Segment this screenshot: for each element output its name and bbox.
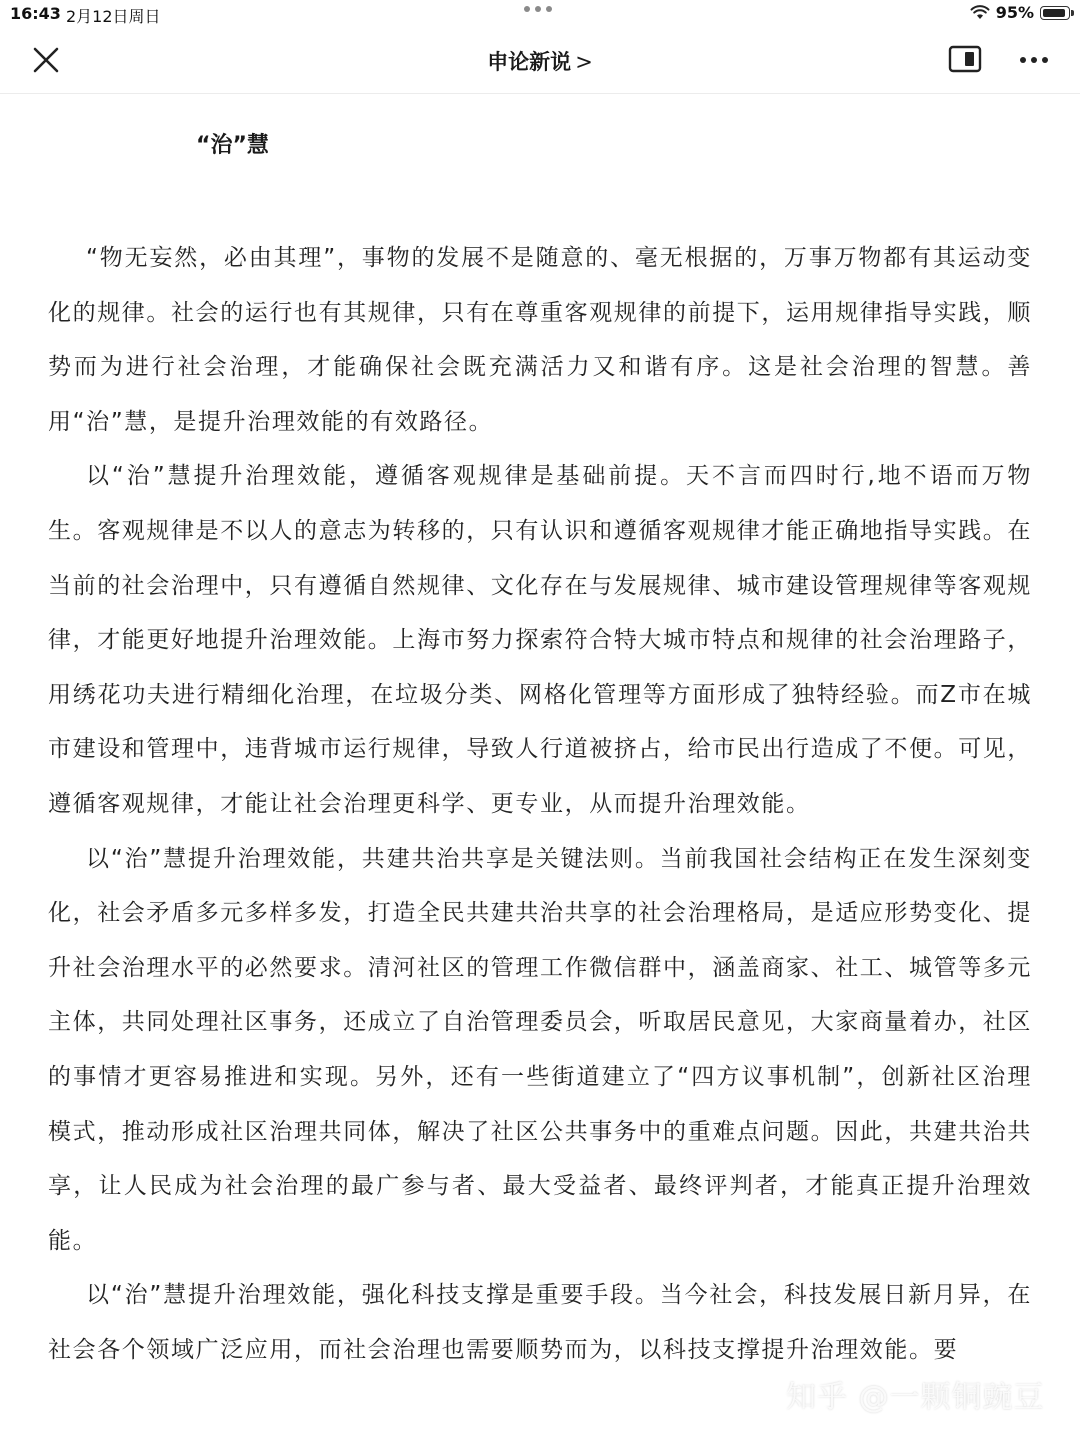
status-bar — [0, 0, 1080, 28]
floating-window-icon — [948, 45, 982, 73]
more-icon — [1020, 57, 1026, 63]
status-date: 2月12日周日 — [66, 7, 161, 26]
paragraph-2: 以“治”慧提升治理效能，遵循客观规律是基础前提。天不言而四时行,地不语而万物生。客观规律是不以人的意志为转移的，只有认识和遵循客观规律才能正确地指导实践。在当前的社会治理中，只有遵循自然规律、文化存在与发展规律、城市建设管理规律等客观规律，才能更好地提升治理效能。上海市努力探索符合特大城市特点和规律的社会治理路子，用绣花功夫进行精细化治理，在垃圾分类、网格化管理等方面形成了独特经验。而Z市在城市建设和管理中，违背城市运行规律，导致人行道被挤占，给市民出行造成了不便。可见，遵循客观规律，才能让社会治理更科学、更专业，从而提升治理效能。 — [48, 463, 1032, 817]
paragraph-4: 以“治”慧提升治理效能，强化科技支撑是重要手段。当今社会，科技发展日新月异，在社会各个领域广泛应用，而社会治理也需要顺势而为，以科技支撑提升治理效能。要 — [48, 1282, 1032, 1363]
paragraph-1: “物无妄然，必由其理”，事物的发展不是随意的、毫无根据的，万事万物都有其运动变化的规律。社会的运行也有其规律，只有在尊重客观规律的前提下，运用规律指导实践，顺势而为进行社会治理，才能确保社会既充满活力又和谐有序。这是社会治理的智慧。善用“治”慧，是提升治理效能的有效路径。 — [48, 245, 1032, 435]
paragraph-3: 以“治”慧提升治理效能，共建共治共享是关键法则。当前我国社会结构正在发生深刻变化，社会矛盾多元多样多发，打造全民共建共治共享的社会治理格局，是适应形势变化、提升社会治理水平的必然要求。清河社区的管理工作微信群中，涵盖商家、社工、城管等多元主体，共同处理社区事务，还成立了自治管理委员会，听取居民意见，大家商量着办，社区的事情才更容易推进和实现。另外，还有一些街道建立了“四方议事机制”，创新社区治理模式，推动形成社区治理共同体，解决了社区公共事务中的重难点问题。因此，共建共治共享，让人民成为社会治理的最广参与者、最大受益者、最终评判者，才能真正提升治理效能。 — [48, 845, 1032, 1254]
nav-title-text: 申论新说 — [487, 50, 572, 74]
multitasking-dots[interactable] — [524, 6, 552, 12]
status-indicators — [970, 3, 1070, 22]
account-name-link[interactable] — [0, 46, 1080, 76]
article — [48, 94, 1032, 1377]
more-button[interactable] — [1014, 48, 1054, 72]
battery-icon — [1040, 6, 1070, 20]
battery-percentage: 95% — [995, 3, 1034, 22]
chevron-right-icon: > — [575, 50, 593, 74]
article-body — [48, 231, 1032, 1377]
status-time: 16:43 — [10, 4, 61, 23]
wifi-icon — [970, 5, 990, 20]
article-title: “治”慧 — [196, 133, 269, 158]
watermark: 知乎 @一颗铜豌豆 — [786, 1380, 1045, 1415]
floating-window-button[interactable] — [948, 45, 982, 73]
nav-bar — [0, 28, 1080, 94]
